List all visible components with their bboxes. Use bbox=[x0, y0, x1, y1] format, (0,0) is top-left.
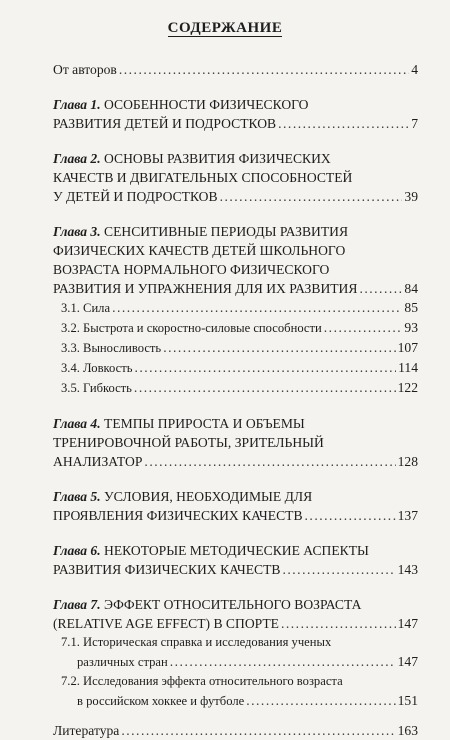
toc-entry-chapter-7[interactable]: Глава 7. ЭФФЕКТ ОТНОСИТЕЛЬНОГО ВОЗРАСТА (RELATIVE AGE EFFECT) В СПОРТЕ ..... 147 bbox=[53, 595, 418, 633]
toc-entry-intro[interactable]: От авторов ..... 4 bbox=[53, 60, 418, 79]
toc-entry-section-7-2[interactable]: 7.2. Исследования эффекта относительного возраста в российском хоккее и футболе ..... 151 bbox=[53, 672, 418, 711]
toc-entry-chapter-2[interactable]: Глава 2. ОСНОВЫ РАЗВИТИЯ ФИЗИЧЕСКИХ КАЧЕСТВ И ДВИГАТЕЛЬНЫХ СПОСОБНОСТЕЙ У ДЕТЕЙ И ПОДРОСТКОВ ..... 39 bbox=[53, 149, 418, 206]
toc-entry-chapter-5[interactable]: Глава 5. УСЛОВИЯ, НЕОБХОДИМЫЕ ДЛЯ ПРОЯВЛЕНИЯ ФИЗИЧЕСКИХ КАЧЕСТВ ..... 137 bbox=[53, 487, 418, 525]
toc-entry-section-3-1[interactable]: 3.1. Сила ..... 85 bbox=[53, 298, 418, 318]
toc-entry-chapter-1[interactable]: Глава 1. ОСОБЕННОСТИ ФИЗИЧЕСКОГО РАЗВИТИЯ ДЕТЕЙ И ПОДРОСТКОВ ..... 7 bbox=[53, 95, 418, 133]
toc-entry-bibliography[interactable]: Литература ..... 163 bbox=[53, 721, 418, 740]
toc-entry-section-3-3[interactable]: 3.3. Выносливость ..... 107 bbox=[53, 338, 418, 358]
table-of-contents bbox=[53, 60, 418, 740]
toc-entry-chapter-3[interactable]: Глава 3. СЕНСИТИВНЫЕ ПЕРИОДЫ РАЗВИТИЯ ФИЗИЧЕСКИХ КАЧЕСТВ ДЕТЕЙ ШКОЛЬНОГО ВОЗРАСТА НОРМАЛЬНОГО ФИЗИЧЕСКОГО РАЗВИТИЯ И УПРАЖНЕНИЯ ДЛЯ ИХ РАЗВИТИЯ ..... 84 bbox=[53, 222, 418, 298]
toc-entry-chapter-6[interactable]: Глава 6. НЕКОТОРЫЕ МЕТОДИЧЕСКИЕ АСПЕКТЫ РАЗВИТИЯ ФИЗИЧЕСКИХ КАЧЕСТВ ..... 143 bbox=[53, 541, 418, 579]
toc-entry-chapter-4[interactable]: Глава 4. ТЕМПЫ ПРИРОСТА И ОБЪЕМЫ ТРЕНИРОВОЧНОЙ РАБОТЫ, ЗРИТЕЛЬНЫЙ АНАЛИЗАТОР ..... 128 bbox=[53, 414, 418, 471]
page-title: СОДЕРЖАНИЕ bbox=[167, 20, 283, 36]
toc-entry-section-3-4[interactable]: 3.4. Ловкость ..... 114 bbox=[53, 358, 418, 378]
toc-entry-section-7-1[interactable]: 7.1. Историческая справка и исследования ученых различных стран ..... 147 bbox=[53, 633, 418, 672]
toc-entry-section-3-5[interactable]: 3.5. Гибкость ..... 122 bbox=[53, 378, 418, 398]
toc-entry-section-3-2[interactable]: 3.2. Быстрота и скоростно-силовые способности ..... 93 bbox=[53, 318, 418, 338]
